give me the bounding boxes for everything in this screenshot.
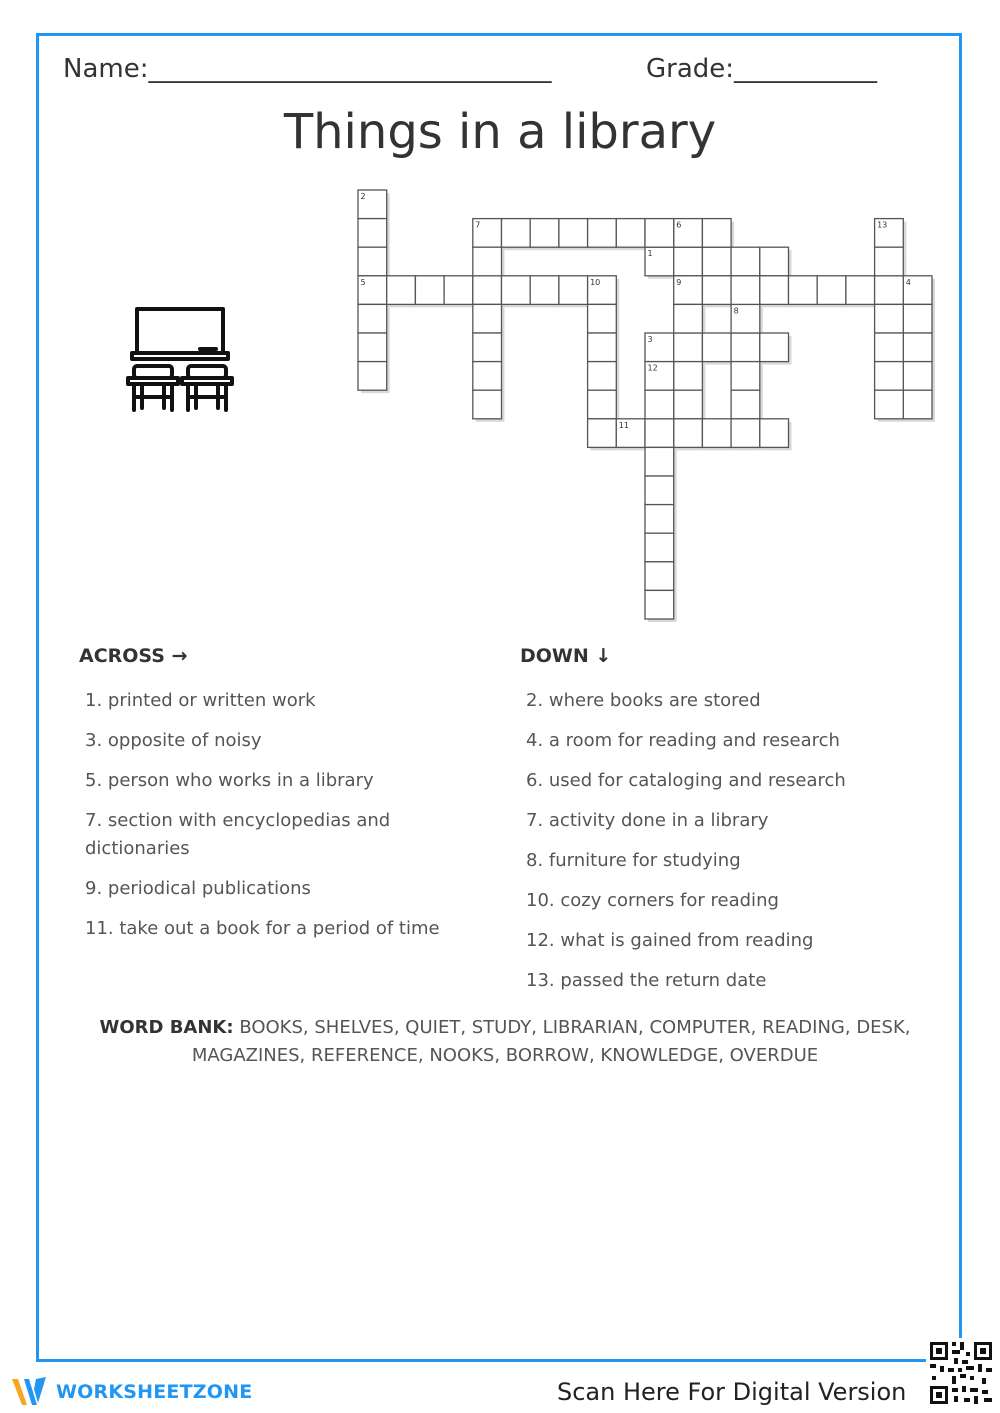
across-clue: 7. section with encyclopedias and dictionaries	[85, 810, 391, 859]
crossword-cell[interactable]	[702, 276, 731, 305]
crossword-cell[interactable]	[588, 390, 617, 419]
qr-code-icon[interactable]	[926, 1338, 996, 1408]
brand-name: WORKSHEETZONE	[56, 1381, 253, 1403]
word-bank	[70, 1014, 940, 1070]
down-clue: 13. passed the return date	[526, 970, 767, 991]
crossword-cell[interactable]	[875, 247, 904, 276]
crossword-cell[interactable]	[731, 419, 760, 448]
crossword-cell[interactable]	[588, 219, 617, 248]
crossword-cell[interactable]	[358, 219, 387, 248]
crossword-cell[interactable]	[645, 562, 674, 591]
worksheetzone-logo-icon	[10, 1375, 50, 1409]
crossword-cell[interactable]	[674, 362, 703, 391]
crossword-cell[interactable]	[731, 333, 760, 362]
crossword-cell[interactable]	[674, 419, 703, 448]
word-bank-words: BOOKS, SHELVES, QUIET, STUDY, LIBRARIAN, COMPUTER, READING, DESK, MAGAZINES, REFERENCE, NOOKS, BORROW, KNOWLEDGE, OVERDUE	[191, 1017, 911, 1066]
cell-number: 10	[590, 277, 601, 287]
across-clue: 5. person who works in a library	[85, 770, 374, 791]
crossword-cell[interactable]	[645, 505, 674, 534]
down-clue: 10. cozy corners for reading	[526, 890, 779, 911]
crossword-cell[interactable]	[616, 219, 645, 248]
cell-number: 2	[360, 192, 366, 201]
word-bank-label: WORD BANK:	[99, 1017, 234, 1038]
crossword-cell[interactable]	[645, 447, 674, 476]
crossword-cell[interactable]	[645, 219, 674, 248]
crossword-cell[interactable]	[559, 276, 588, 305]
down-clue: 6. used for cataloging and research	[526, 770, 846, 791]
crossword-cell[interactable]	[502, 276, 531, 305]
down-clue: 7. activity done in a library	[526, 810, 769, 831]
crossword-cell[interactable]	[473, 304, 502, 333]
cell-number: 1	[647, 249, 653, 259]
crossword-cell[interactable]	[473, 362, 502, 391]
grade-field[interactable]: Grade:___________	[646, 54, 878, 84]
crossword-cell[interactable]	[415, 276, 444, 305]
crossword-cell[interactable]	[502, 219, 531, 248]
crossword-cell[interactable]	[731, 362, 760, 391]
across-heading: ACROSS →	[79, 645, 188, 667]
crossword-cell[interactable]	[731, 276, 760, 305]
crossword-cell[interactable]	[702, 219, 731, 248]
crossword-cell[interactable]	[645, 390, 674, 419]
crossword-cell[interactable]	[358, 333, 387, 362]
crossword-cell[interactable]	[588, 362, 617, 391]
down-heading: DOWN ↓	[520, 645, 612, 667]
crossword-cell[interactable]	[530, 219, 559, 248]
crossword-cell[interactable]	[903, 333, 932, 362]
crossword-cell[interactable]	[702, 419, 731, 448]
crossword-cell[interactable]	[530, 276, 559, 305]
crossword-cell[interactable]	[645, 419, 674, 448]
cell-number: 5	[360, 277, 366, 287]
down-clues	[520, 645, 930, 1007]
crossword-cell[interactable]	[674, 390, 703, 419]
down-clue: 2. where books are stored	[526, 690, 761, 711]
crossword-cell[interactable]	[731, 390, 760, 419]
crossword-cell[interactable]	[903, 304, 932, 333]
crossword-cell[interactable]	[702, 333, 731, 362]
crossword-cell[interactable]	[760, 276, 789, 305]
crossword-cell[interactable]	[903, 390, 932, 419]
crossword-cell[interactable]	[875, 304, 904, 333]
crossword-cell[interactable]	[358, 362, 387, 391]
cell-number: 4	[905, 277, 911, 287]
scan-text: Scan Here For Digital Version	[557, 1378, 907, 1406]
grid-cells	[358, 190, 932, 619]
across-clues	[79, 645, 469, 955]
down-clue: 12. what is gained from reading	[526, 930, 814, 951]
across-clue: 9. periodical publications	[85, 878, 311, 899]
cell-number: 13	[877, 220, 888, 230]
crossword-cell[interactable]	[444, 276, 473, 305]
crossword-cell[interactable]	[645, 590, 674, 619]
crossword-cell[interactable]	[473, 390, 502, 419]
crossword-cell[interactable]	[846, 276, 875, 305]
across-clue: 1. printed or written work	[85, 690, 316, 711]
crossword-cell[interactable]	[645, 476, 674, 505]
cell-number: 6	[676, 220, 682, 230]
cell-number: 11	[618, 420, 629, 430]
crossword-cell[interactable]	[760, 247, 789, 276]
crossword-cell[interactable]	[358, 247, 387, 276]
across-clue: 3. opposite of noisy	[85, 730, 262, 751]
crossword-cell[interactable]	[875, 276, 904, 305]
crossword-cell[interactable]	[760, 333, 789, 362]
crossword-cell[interactable]	[760, 419, 789, 448]
crossword-cell[interactable]	[817, 276, 846, 305]
crossword-cell[interactable]	[473, 247, 502, 276]
cell-number: 9	[676, 277, 682, 287]
crossword-cell[interactable]	[473, 276, 502, 305]
crossword-cell[interactable]	[588, 419, 617, 448]
crossword-cell[interactable]	[903, 362, 932, 391]
crossword-cell[interactable]	[473, 333, 502, 362]
cell-number: 3	[647, 335, 653, 344]
crossword-cell[interactable]	[387, 276, 416, 305]
across-clue: 11. take out a book for a period of time	[85, 918, 440, 939]
crossword-cell[interactable]	[875, 333, 904, 362]
down-clue: 8. furniture for studying	[526, 850, 741, 871]
crossword-cell[interactable]	[789, 276, 818, 305]
cell-number: 12	[647, 363, 658, 373]
crossword-cell[interactable]	[588, 333, 617, 362]
crossword-cell[interactable]	[588, 304, 617, 333]
crossword-cell[interactable]	[674, 304, 703, 333]
down-clue: 4. a room for reading and research	[526, 730, 840, 751]
brand-logo[interactable]	[10, 1375, 252, 1409]
cell-number: 7	[475, 220, 481, 230]
classroom-icon	[120, 302, 240, 414]
crossword-cell[interactable]	[875, 390, 904, 419]
name-field[interactable]: Name:_______________________________	[63, 54, 552, 84]
crossword-cell[interactable]	[559, 219, 588, 248]
crossword-cell[interactable]	[875, 362, 904, 391]
crossword-cell[interactable]	[674, 333, 703, 362]
crossword-cell[interactable]	[645, 533, 674, 562]
crossword-cell[interactable]	[674, 247, 703, 276]
crossword-cell[interactable]	[731, 247, 760, 276]
crossword-cell[interactable]	[358, 304, 387, 333]
cell-number: 8	[733, 306, 739, 316]
page-title: Things in a library	[283, 104, 717, 160]
crossword-cell[interactable]	[702, 247, 731, 276]
